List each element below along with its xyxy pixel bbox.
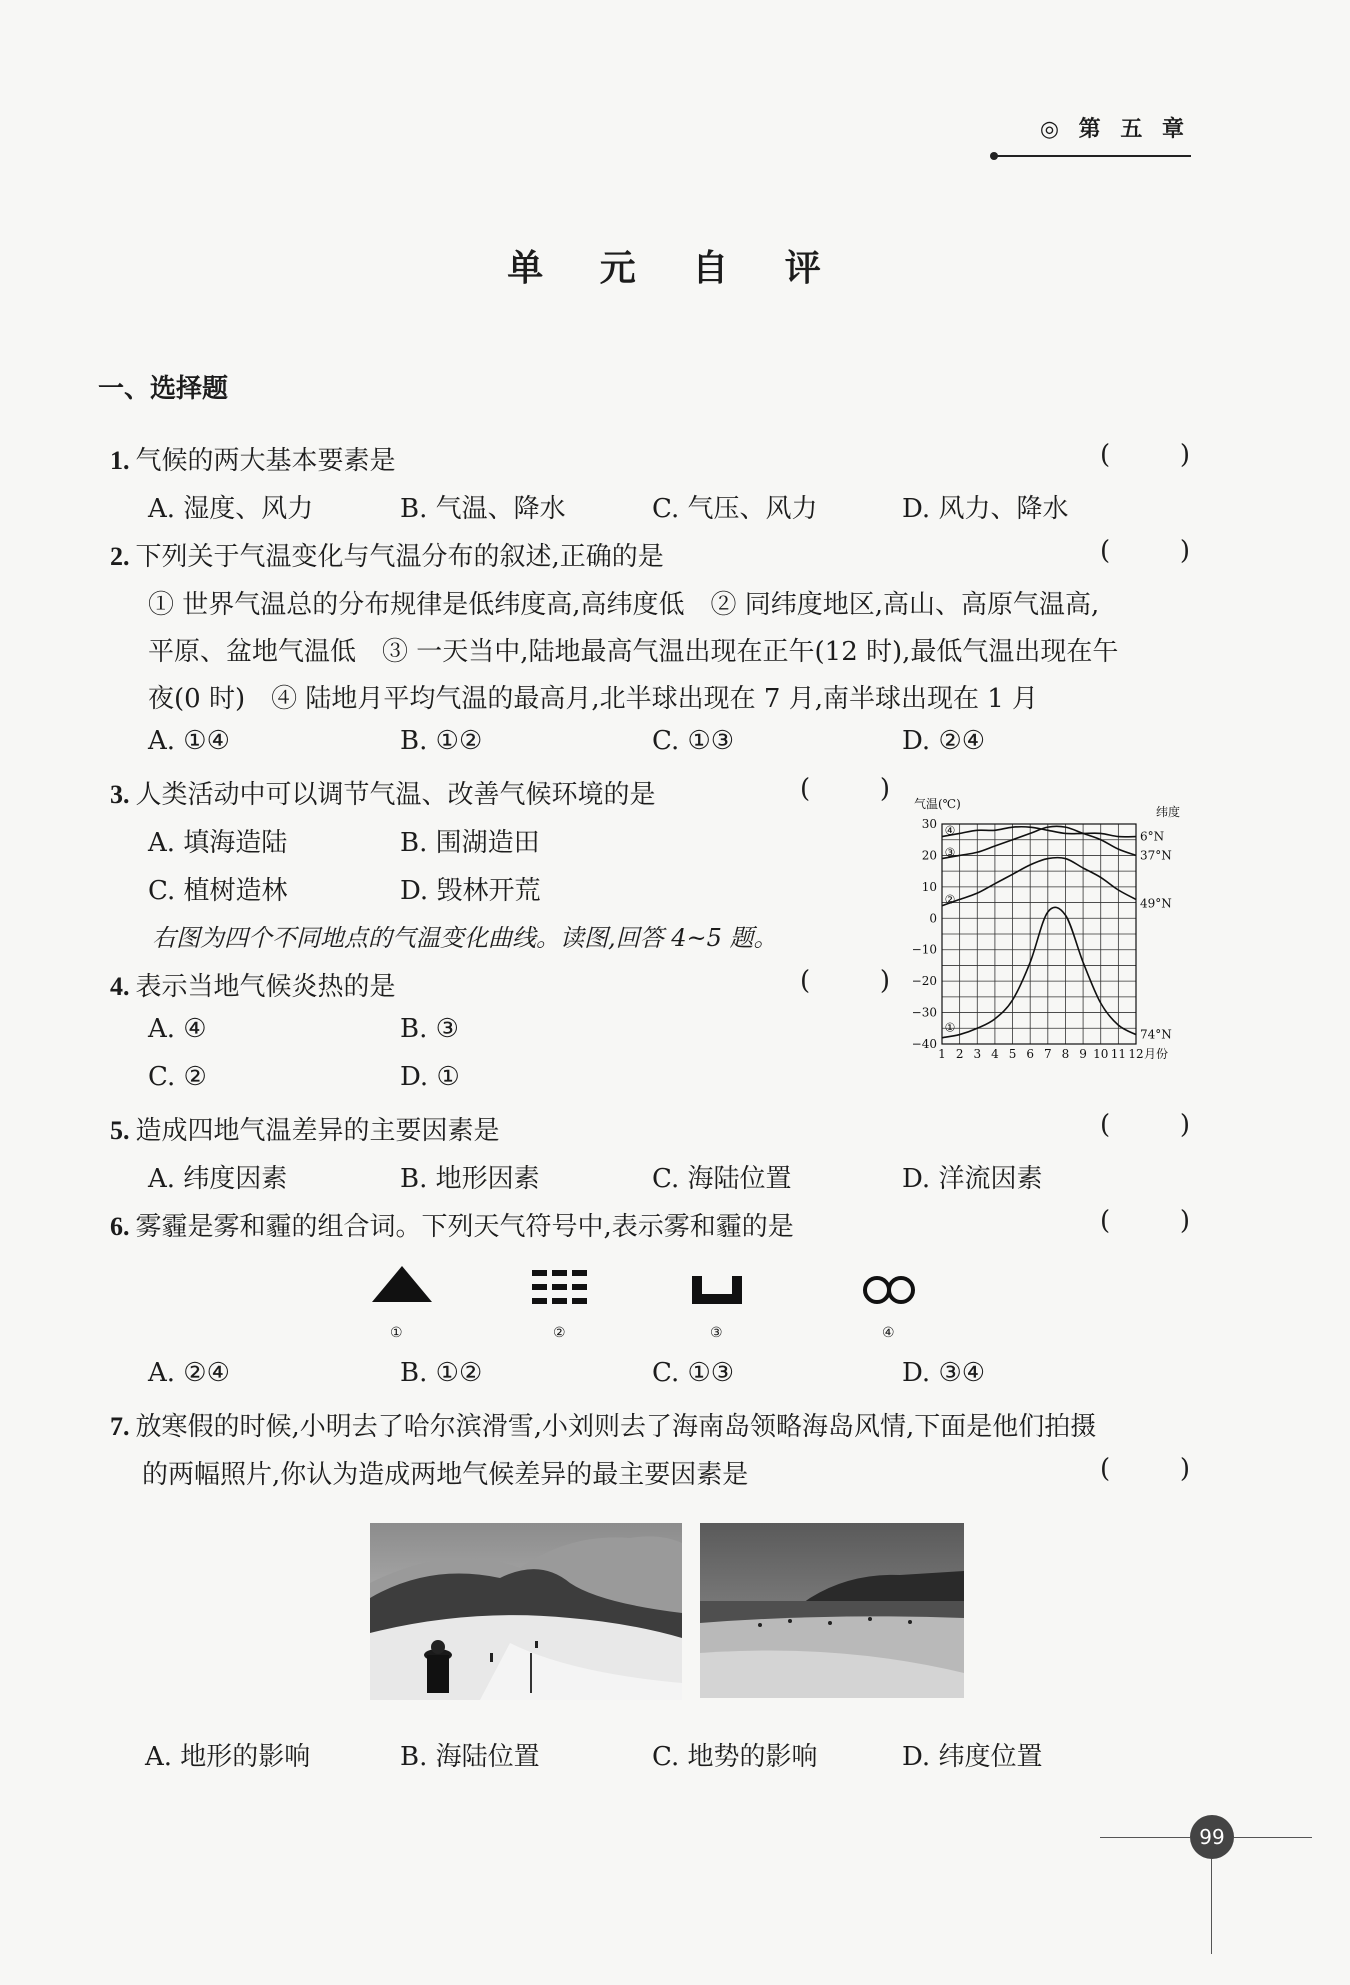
option-5d[interactable]: D. 洋流因素 — [902, 1164, 1043, 1194]
option-5b[interactable]: B. 地形因素 — [400, 1164, 540, 1194]
statement-line: 平原、盆地气温低 ③ 一天当中,陆地最高气温出现在正午(12 时),最低气温出现在午 — [148, 637, 1119, 667]
option-3b[interactable]: B. 围湖造田 — [400, 828, 540, 858]
statement-line: 夜(0 时) ④ 陆地月平均气温的最高月,北半球出现在 7 月,南半球出现在 1 月 — [148, 684, 1039, 714]
x-axis-label: 月份 — [1144, 1047, 1169, 1061]
chart-reading-note: 右图为四个不同地点的气温变化曲线。读图,回答 4~5 题。 — [152, 924, 778, 952]
question-number: 3. — [110, 780, 130, 809]
question-text: 气候的两大基本要素是 — [135, 446, 396, 476]
option-5a[interactable]: A. 纬度因素 — [148, 1164, 288, 1194]
answer-blank-1[interactable] — [1100, 440, 1190, 470]
question-3 — [110, 774, 656, 811]
option-1a[interactable]: A. 湿度、风力 — [148, 494, 314, 524]
symbol-label-1: ① — [390, 1325, 403, 1341]
question-text: 表示当地气候炎热的是 — [135, 972, 396, 1002]
y-axis-label: 气温(℃) — [914, 797, 961, 811]
answer-blank-3[interactable] — [800, 774, 890, 804]
answer-blank-2[interactable] — [1100, 536, 1190, 566]
x-tick-label: 10 — [1093, 1047, 1109, 1061]
option-1b[interactable]: B. 气温、降水 — [400, 494, 566, 524]
y-tick-label: −10 — [911, 942, 937, 957]
answer-blank-5[interactable] — [1100, 1110, 1190, 1140]
question-4 — [110, 966, 396, 1003]
option-2b[interactable]: B. ①② — [400, 726, 483, 756]
symbol-label-4: ④ — [882, 1325, 895, 1341]
section-heading: 一、选择题 — [98, 374, 229, 404]
question-text: 造成四地气温差异的主要因素是 — [135, 1116, 500, 1146]
series-latitude-label: 74°N — [1140, 1027, 1172, 1042]
x-tick-label: 9 — [1079, 1047, 1087, 1061]
series-marker-label: ① — [944, 1020, 956, 1035]
question-number: 7. — [110, 1412, 130, 1441]
question-number: 4. — [110, 972, 130, 1001]
chapter-label: ◎ 第 五 章 — [1039, 116, 1190, 142]
option-4b[interactable]: B. ③ — [400, 1014, 459, 1044]
option-6a[interactable]: A. ②④ — [148, 1358, 230, 1388]
option-3d[interactable]: D. 毁林开荒 — [400, 876, 541, 906]
question-5 — [110, 1110, 500, 1147]
paren-open: ( — [1100, 1206, 1111, 1236]
question-text: 下列关于气温变化与气温分布的叙述,正确的是 — [135, 542, 664, 572]
beach-photo — [700, 1523, 964, 1698]
y-tick-label: −30 — [911, 1005, 937, 1020]
question-6 — [110, 1206, 794, 1243]
paren-open: ( — [1100, 1110, 1111, 1140]
dashed-lines-symbol-icon — [530, 1268, 590, 1308]
paren-close: ) — [1179, 440, 1190, 470]
option-3c[interactable]: C. 植树造林 — [148, 876, 288, 906]
option-6c[interactable]: C. ①③ — [652, 1358, 735, 1388]
option-7c[interactable]: C. 地势的影响 — [652, 1742, 818, 1772]
option-7a[interactable]: A. 地形的影响 — [145, 1742, 311, 1772]
series-line — [942, 907, 1136, 1037]
paren-open: ( — [1100, 536, 1111, 566]
option-6b[interactable]: B. ①② — [400, 1358, 483, 1388]
temperature-chart — [900, 782, 1200, 1072]
y-tick-label: 20 — [921, 848, 937, 863]
option-6d[interactable]: D. ③④ — [902, 1358, 986, 1388]
option-2c[interactable]: C. ①③ — [652, 726, 735, 756]
option-1d[interactable]: D. 风力、降水 — [902, 494, 1069, 524]
option-5c[interactable]: C. 海陆位置 — [652, 1164, 792, 1194]
symbol-label-3: ③ — [710, 1325, 723, 1341]
y-tick-label: 10 — [921, 879, 937, 894]
series-latitude-label: 37°N — [1140, 848, 1172, 863]
question-number: 2. — [110, 542, 130, 571]
series-marker-label: ③ — [944, 845, 956, 860]
option-4d[interactable]: D. ① — [400, 1062, 460, 1092]
question-7 — [110, 1406, 1096, 1443]
y-tick-label: 30 — [921, 817, 937, 831]
paren-open: ( — [800, 774, 811, 804]
x-tick-label: 1 — [938, 1047, 946, 1061]
question-number: 1. — [110, 446, 130, 475]
series-latitude-label: 6°N — [1140, 829, 1165, 844]
question-number: 6. — [110, 1212, 130, 1241]
x-tick-label: 2 — [955, 1047, 964, 1061]
paren-open: ( — [1100, 440, 1111, 470]
y-tick-label: −20 — [911, 974, 937, 989]
x-tick-label: 12 — [1128, 1047, 1144, 1061]
paren-close: ) — [1179, 1110, 1190, 1140]
series-line — [942, 827, 1136, 837]
series-line — [942, 858, 1136, 906]
option-1c[interactable]: C. 气压、风力 — [652, 494, 818, 524]
x-tick-label: 6 — [1026, 1047, 1035, 1061]
y-tick-label: −40 — [911, 1037, 937, 1051]
series-marker-label: ④ — [944, 823, 956, 838]
question-text: 放寒假的时候,小明去了哈尔滨滑雪,小刘则去了海南岛领略海岛风情,下面是他们拍摄 — [135, 1412, 1097, 1442]
chapter-rule — [995, 155, 1191, 157]
x-tick-label: 8 — [1061, 1047, 1070, 1061]
question-text-cont: 的两幅照片,你认为造成两地气候差异的最主要因素是 — [142, 1460, 749, 1490]
series-marker-label: ② — [944, 892, 956, 907]
legend-title: 纬度 — [1155, 805, 1181, 819]
option-7b[interactable]: B. 海陆位置 — [400, 1742, 540, 1772]
bracket-symbol-icon — [688, 1272, 746, 1308]
paren-close: ) — [879, 774, 890, 804]
option-2a[interactable]: A. ①④ — [148, 726, 230, 756]
answer-blank-4[interactable] — [800, 966, 890, 996]
page-title: 单 元 自 评 — [507, 247, 843, 289]
statement-line: ① 世界气温总的分布规律是低纬度高,高纬度低 ② 同纬度地区,高山、高原气温高, — [148, 590, 1100, 620]
paren-open: ( — [1100, 1454, 1111, 1484]
x-tick-label: 11 — [1110, 1047, 1127, 1061]
page-rule-left — [1100, 1837, 1190, 1838]
y-tick-label: 0 — [929, 911, 937, 926]
option-4c[interactable]: C. ② — [148, 1062, 207, 1092]
question-1 — [110, 440, 396, 477]
paren-close: ) — [1179, 1454, 1190, 1484]
x-tick-label: 7 — [1043, 1047, 1052, 1061]
triangle-symbol-icon — [368, 1262, 436, 1306]
paren-close: ) — [1179, 536, 1190, 566]
answer-blank-7[interactable] — [1100, 1454, 1190, 1484]
question-number: 5. — [110, 1116, 130, 1145]
option-3a[interactable]: A. 填海造陆 — [148, 828, 288, 858]
series-latitude-label: 49°N — [1140, 896, 1172, 911]
answer-blank-6[interactable] — [1100, 1206, 1190, 1236]
question-text: 雾霾是雾和霾的组合词。下列天气符号中,表示雾和霾的是 — [135, 1212, 794, 1242]
page-rule-right — [1234, 1837, 1312, 1838]
ski-slope-photo — [370, 1523, 682, 1700]
paren-close: ) — [879, 966, 890, 996]
paren-close: ) — [1179, 1206, 1190, 1236]
option-7d[interactable]: D. 纬度位置 — [902, 1742, 1043, 1772]
paren-open: ( — [800, 966, 811, 996]
symbol-label-2: ② — [553, 1325, 566, 1341]
x-tick-label: 5 — [1008, 1047, 1017, 1061]
option-4a[interactable]: A. ④ — [148, 1014, 207, 1044]
infinity-symbol-icon — [860, 1274, 920, 1306]
question-2 — [110, 536, 664, 573]
question-text: 人类活动中可以调节气温、改善气候环境的是 — [135, 780, 656, 810]
page-rule-vertical — [1211, 1859, 1212, 1954]
x-tick-label: 3 — [973, 1047, 982, 1061]
option-2d[interactable]: D. ②④ — [902, 726, 986, 756]
page-number: 99 — [1190, 1815, 1234, 1859]
x-tick-label: 4 — [991, 1047, 999, 1061]
